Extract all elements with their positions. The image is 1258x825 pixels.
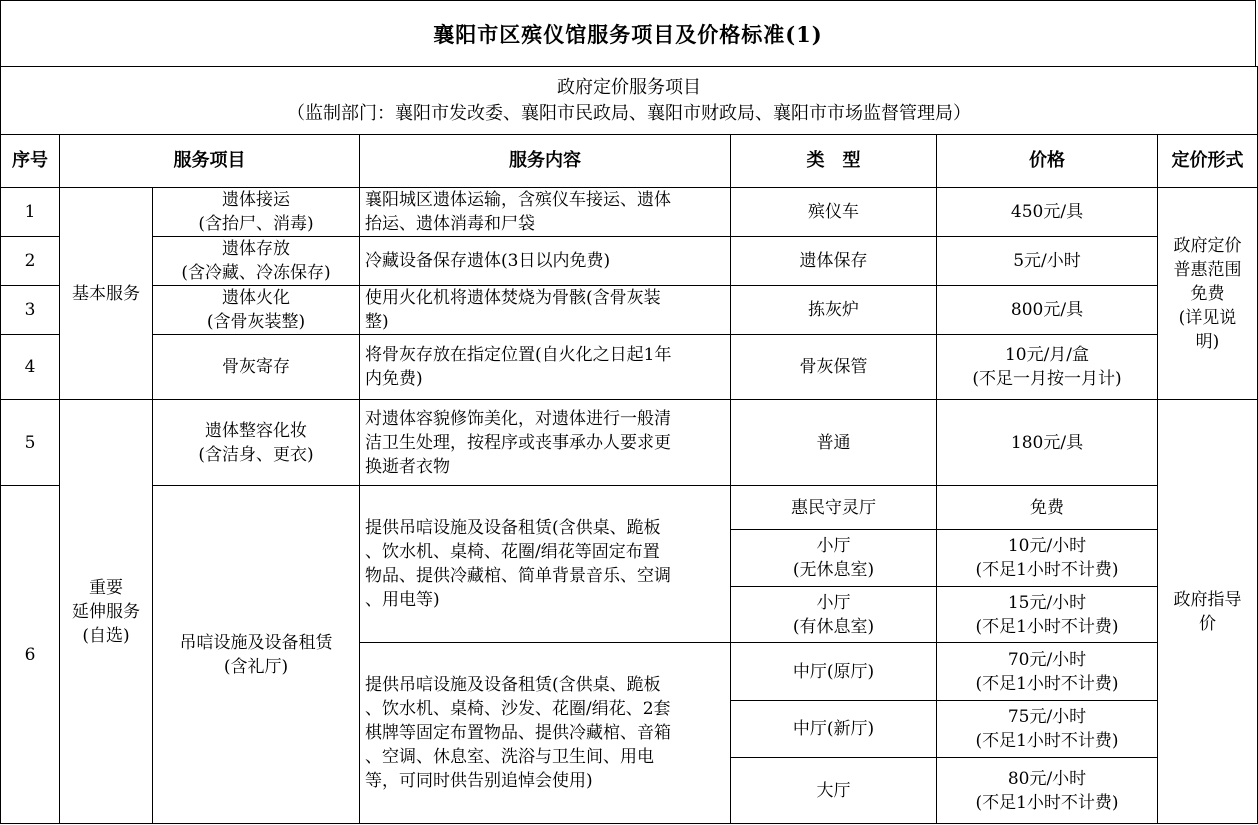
table-row bbox=[1, 335, 1258, 400]
row-type: 遗体保存 bbox=[731, 237, 937, 286]
group-basic-service: 基本服务 bbox=[60, 188, 153, 400]
table-row bbox=[1, 400, 1258, 486]
header-price: 价格 bbox=[937, 135, 1158, 188]
table-row bbox=[1, 286, 1258, 335]
row-content: 襄阳城区遗体运输，含殡仪车接运、遗体 抬运、遗体消毒和尸袋 bbox=[360, 188, 731, 237]
hall-type: 中厅(新厅) bbox=[731, 701, 937, 758]
section-supervisors: （监制部门：襄阳市发改委、襄阳市民政局、襄阳市财政局、襄阳市市场监督管理局） bbox=[287, 102, 971, 124]
row-type: 骨灰保管 bbox=[731, 335, 937, 400]
row-seq: 4 bbox=[1, 335, 60, 400]
hall-type: 中厅(原厅) bbox=[731, 643, 937, 701]
row-item: 吊唁设施及设备租赁 (含礼厅) bbox=[153, 486, 360, 824]
row-seq: 1 bbox=[1, 188, 60, 237]
table-row bbox=[1, 188, 1258, 237]
hall-type: 小厅 (无休息室) bbox=[731, 530, 937, 587]
table-row bbox=[1, 237, 1258, 286]
price-table bbox=[0, 66, 1258, 824]
row-type: 殡仪车 bbox=[731, 188, 937, 237]
pricing-form-basic: 政府定价 普惠范围 免费 (详见说 明) bbox=[1158, 188, 1258, 400]
section-header-row bbox=[1, 67, 1258, 135]
row-price: 450元/具 bbox=[937, 188, 1158, 237]
row-item: 遗体火化 (含骨灰装整) bbox=[153, 286, 360, 335]
row-price: 10元/月/盒 (不足一月按一月计) bbox=[937, 335, 1158, 400]
pricing-form-extended: 政府指导 价 bbox=[1158, 400, 1258, 824]
header-item: 服务项目 bbox=[60, 135, 360, 188]
row-item: 遗体接运 (含抬尸、消毒) bbox=[153, 188, 360, 237]
header-type: 类 型 bbox=[731, 135, 937, 188]
hall-price: 80元/小时 (不足1小时不计费) bbox=[937, 758, 1158, 824]
row-item: 骨灰寄存 bbox=[153, 335, 360, 400]
row-content-small-halls: 提供吊唁设施及设备租赁(含供桌、跪板 、饮水机、桌椅、花圈/绢花等固定布置 物品、提供冷藏棺、简单背景音乐、空调 、用电等) bbox=[360, 486, 731, 643]
column-header-row bbox=[1, 135, 1258, 188]
hall-price: 免费 bbox=[937, 486, 1158, 530]
hall-price: 75元/小时 (不足1小时不计费) bbox=[937, 701, 1158, 758]
row-type: 拣灰炉 bbox=[731, 286, 937, 335]
section-title: 政府定价服务项目 bbox=[557, 76, 701, 98]
row-item: 遗体整容化妆 (含洁身、更衣) bbox=[153, 400, 360, 486]
hall-type: 大厅 bbox=[731, 758, 937, 824]
header-content: 服务内容 bbox=[360, 135, 731, 188]
row-content: 使用火化机将遗体焚烧为骨骸(含骨灰装 整) bbox=[360, 286, 731, 335]
section-header bbox=[1, 67, 1258, 135]
header-pricing-form: 定价形式 bbox=[1158, 135, 1258, 188]
hall-type: 惠民守灵厅 bbox=[731, 486, 937, 530]
row-content: 对遗体容貌修饰美化，对遗体进行一般清 洁卫生处理，按程序或丧事承办人要求更 换逝者衣物 bbox=[360, 400, 731, 486]
row-price: 5元/小时 bbox=[937, 237, 1158, 286]
hall-price: 15元/小时 (不足1小时不计费) bbox=[937, 587, 1158, 643]
hall-type: 小厅 (有休息室) bbox=[731, 587, 937, 643]
row-content-large-halls: 提供吊唁设施及设备租赁(含供桌、跪板 、饮水机、桌椅、沙发、花圈/绢花、2套 棋牌等固定布置物品、提供冷藏棺、音箱 、空调、休息室、洗浴与卫生间、用电 等，可同时供告别追悼会使用) bbox=[360, 643, 731, 824]
hall-price: 10元/小时 (不足1小时不计费) bbox=[937, 530, 1158, 587]
row-type: 普通 bbox=[731, 400, 937, 486]
row-price: 180元/具 bbox=[937, 400, 1158, 486]
hall-price: 70元/小时 (不足1小时不计费) bbox=[937, 643, 1158, 701]
header-seq: 序号 bbox=[1, 135, 60, 188]
table-row bbox=[1, 486, 1258, 530]
row-item: 遗体存放 (含冷藏、冷冻保存) bbox=[153, 237, 360, 286]
row-seq: 6 bbox=[1, 486, 60, 824]
row-seq: 3 bbox=[1, 286, 60, 335]
row-content: 将骨灰存放在指定位置(自火化之日起1年 内免费) bbox=[360, 335, 731, 400]
row-price: 800元/具 bbox=[937, 286, 1158, 335]
row-seq: 2 bbox=[1, 237, 60, 286]
row-seq: 5 bbox=[1, 400, 60, 486]
document-title: 襄阳市区殡仪馆服务项目及价格标准(1) bbox=[0, 0, 1256, 67]
row-content: 冷藏设备保存遗体(3日以内免费) bbox=[360, 237, 731, 286]
group-extended-service: 重要 延伸服务 (自选) bbox=[60, 400, 153, 824]
